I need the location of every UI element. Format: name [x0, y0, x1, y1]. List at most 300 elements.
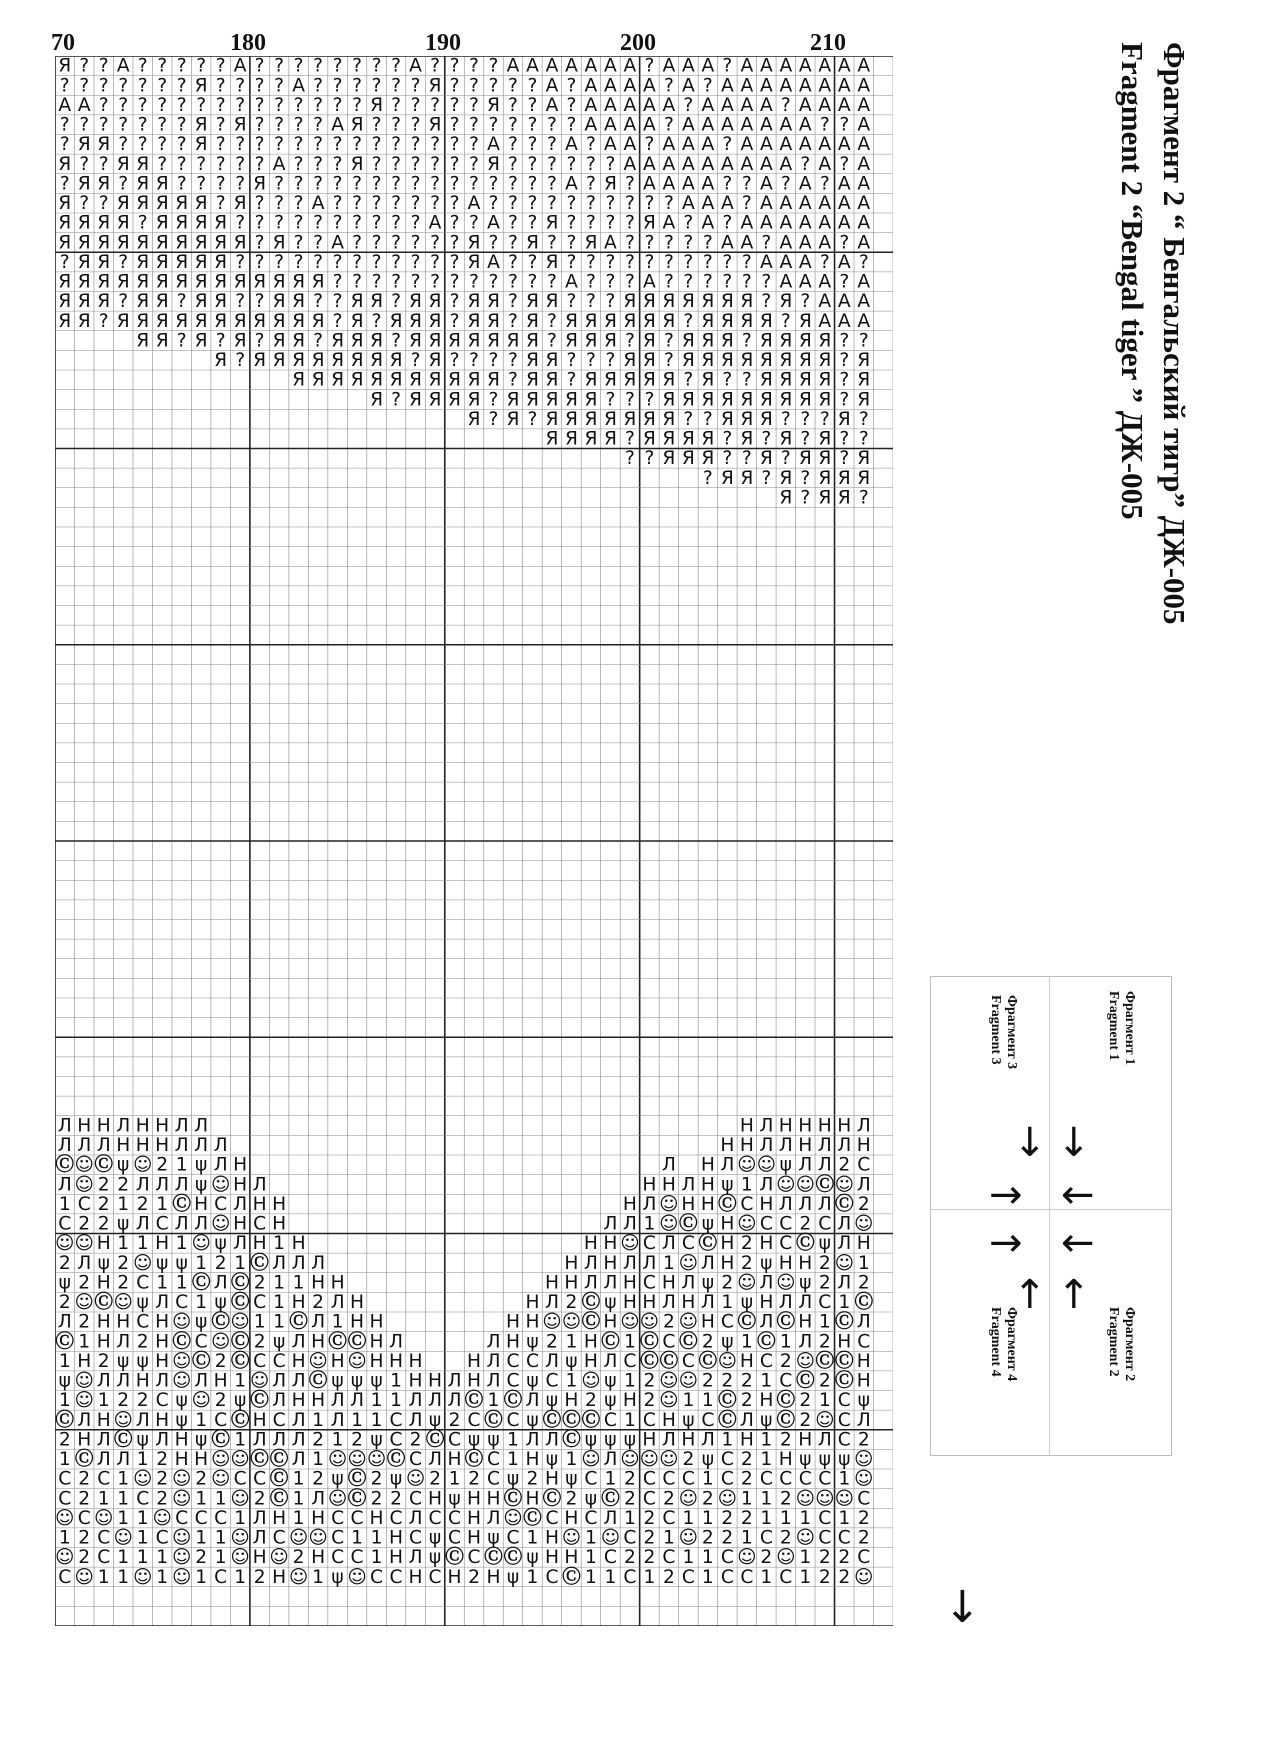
stitch-symbol: С	[136, 1272, 150, 1294]
stitch-symbol: 2	[818, 1547, 831, 1569]
stitch-symbol: Я	[584, 428, 598, 450]
stitch-symbol: Л	[213, 1135, 228, 1157]
stitch-symbol: Я	[428, 114, 442, 136]
stitch-symbol: Я	[584, 310, 598, 332]
stitch-symbol: Н	[466, 1350, 482, 1372]
stitch-symbol: ☺	[171, 1488, 192, 1510]
stitch-symbol: A	[759, 193, 773, 215]
stitch-symbol: Н	[798, 1311, 813, 1333]
stitch-symbol: Ⓒ	[250, 1449, 269, 1471]
stitch-symbol: Л	[194, 1370, 209, 1392]
stitch-symbol: 2	[136, 1331, 149, 1353]
stitch-symbol: Ⓒ	[55, 1154, 75, 1176]
stitch-symbol: 1	[662, 1527, 675, 1549]
stitch-symbol: С	[506, 1350, 520, 1372]
stitch-symbol: ☺	[230, 1449, 250, 1471]
arrow-up-icon: ↑	[1057, 1272, 1091, 1318]
stitch-symbol: ☺	[678, 1370, 699, 1392]
stitch-symbol: Я	[292, 310, 306, 332]
stitch-symbol: Я	[97, 291, 111, 313]
stitch-symbol: ?	[547, 173, 557, 195]
stitch-symbol: ☺	[210, 1331, 231, 1353]
stitch-symbol: Я	[233, 271, 247, 293]
stitch-symbol: ?	[449, 153, 460, 175]
stitch-symbol: Л	[389, 1331, 404, 1353]
stitch-symbol: ?	[780, 448, 791, 470]
stitch-symbol: Я	[545, 291, 559, 313]
stitch-symbol: Н	[661, 1409, 676, 1431]
stitch-symbol: ?	[274, 75, 285, 97]
stitch-symbol: ?	[274, 114, 285, 136]
stitch-symbol: ?	[566, 75, 577, 97]
stitch-symbol: 2	[136, 1390, 149, 1412]
stitch-symbol: Н	[486, 1488, 501, 1510]
stitch-symbol: ?	[254, 251, 265, 273]
stitch-symbol: Л	[96, 1135, 111, 1157]
stitch-symbol: ?	[410, 94, 421, 116]
stitch-symbol: Н	[369, 1350, 384, 1372]
stitch-symbol: 2	[857, 1507, 870, 1529]
stitch-symbol: Я	[487, 369, 500, 391]
stitch-symbol: ?	[391, 56, 401, 77]
stitch-symbol: A	[720, 232, 734, 254]
stitch-symbol: Л	[759, 1174, 774, 1196]
stitch-symbol: A	[857, 75, 871, 97]
stitch-symbol: Ⓒ	[94, 1154, 114, 1176]
stitch-symbol: Н	[174, 1429, 189, 1451]
stitch-symbol: A	[857, 134, 871, 156]
stitch-symbol: ?	[118, 173, 129, 195]
stitch-symbol: 2	[370, 1488, 383, 1510]
stitch-symbol: С	[370, 1566, 384, 1588]
stitch-symbol: Л	[135, 1409, 150, 1431]
stitch-symbol: 1	[740, 1488, 753, 1510]
stitch-symbol: ?	[274, 134, 285, 156]
stitch-symbol: ?	[176, 153, 187, 175]
stitch-symbol: ?	[313, 232, 324, 254]
stitch-symbol: 2	[156, 1468, 169, 1490]
stitch-symbol: ?	[59, 134, 70, 156]
stitch-symbol: ?	[352, 212, 363, 234]
stitch-symbol: Л	[700, 1429, 715, 1451]
stitch-symbol: Ⓒ	[55, 1409, 75, 1431]
stitch-symbol: ψ	[584, 1488, 598, 1510]
stitch-symbol: С	[701, 1409, 715, 1431]
arrow-right-icon: →	[989, 1172, 1023, 1218]
stitch-symbol: Л	[837, 1213, 852, 1235]
stitch-symbol: ψ	[97, 1252, 110, 1274]
stitch-symbol: Ⓒ	[230, 1409, 250, 1431]
stitch-symbol: 2	[253, 1272, 266, 1294]
stitch-symbol: ?	[176, 75, 187, 97]
stitch-symbol: ?	[469, 212, 479, 234]
stitch-symbol: Н	[116, 1135, 131, 1157]
stitch-symbol: ?	[391, 114, 401, 136]
stitch-symbol: 2	[818, 1370, 831, 1392]
stitch-symbol: 2	[468, 1566, 480, 1588]
stitch-symbol: ψ	[701, 1213, 715, 1235]
stitch-symbol: Я	[136, 193, 150, 215]
stitch-symbol: ?	[488, 75, 499, 97]
stitch-symbol: ?	[469, 94, 479, 116]
stitch-symbol: 2	[682, 1449, 695, 1471]
stitch-symbol: Н	[661, 1272, 676, 1294]
stitch-symbol: 2	[253, 1331, 266, 1353]
stitch-symbol: 2	[312, 1468, 325, 1490]
stitch-symbol: ?	[293, 134, 304, 156]
stitch-symbol: Н	[155, 1135, 170, 1157]
stitch-symbol: A	[233, 56, 247, 77]
stitch-symbol: Я	[97, 232, 111, 254]
stitch-symbol: ?	[176, 114, 187, 136]
stitch-symbol: 2	[779, 1488, 792, 1510]
stitch-symbol: ☺	[756, 1154, 777, 1176]
stitch-symbol: ?	[235, 75, 246, 97]
stitch-symbol: 1	[585, 1547, 597, 1569]
stitch-symbol: ?	[566, 212, 577, 234]
stitch-symbol: ?	[352, 193, 363, 215]
column-number-190: 190	[425, 30, 461, 56]
stitch-symbol: С	[545, 1370, 559, 1392]
stitch-symbol: 2	[643, 1390, 656, 1412]
stitch-symbol: Н	[778, 1252, 793, 1274]
stitch-symbol: Я	[603, 428, 617, 450]
stitch-symbol: Ⓒ	[464, 1449, 484, 1471]
stitch-symbol: Я	[564, 310, 578, 332]
stitch-symbol: Н	[311, 1331, 326, 1353]
stitch-symbol: 2	[156, 1449, 169, 1471]
stitch-symbol: С	[428, 1566, 442, 1588]
stitch-symbol: ?	[391, 330, 401, 352]
stitch-symbol: Я	[740, 389, 754, 411]
stitch-symbol: ψ	[799, 1449, 812, 1471]
stitch-symbol: ☺	[854, 1449, 874, 1471]
stitch-symbol: С	[603, 1547, 617, 1569]
stitch-symbol: Я	[194, 193, 208, 215]
stitch-symbol: ☺	[639, 1449, 660, 1471]
stitch-symbol: ?	[254, 75, 265, 97]
stitch-symbol: ?	[254, 291, 265, 313]
stitch-symbol: С	[584, 1507, 598, 1529]
stitch-symbol: ?	[215, 94, 226, 116]
stitch-symbol: Л	[291, 1449, 306, 1471]
stitch-symbol: Л	[174, 1174, 189, 1196]
stitch-symbol: ☺	[776, 1174, 796, 1196]
stitch-symbol: ☺	[737, 1547, 757, 1569]
stitch-symbol: 1	[156, 1193, 169, 1215]
stitch-symbol: ☺	[152, 1507, 172, 1529]
stitch-symbol: Л	[57, 1115, 72, 1137]
stitch-symbol: ?	[722, 369, 733, 391]
stitch-symbol: ?	[527, 134, 538, 156]
stitch-symbol: A	[662, 173, 676, 195]
stitch-symbol: С	[58, 1488, 72, 1510]
stitch-symbol: Ⓒ	[269, 1488, 289, 1510]
stitch-symbol: 2	[662, 1488, 675, 1510]
stitch-symbol: ψ	[506, 1468, 520, 1490]
stitch-symbol: Я	[155, 271, 169, 293]
stitch-symbol: A	[662, 212, 676, 234]
stitch-symbol: A	[623, 94, 637, 116]
stitch-symbol: ψ	[857, 1390, 870, 1412]
stitch-symbol: Я	[720, 467, 734, 489]
stitch-symbol: A	[623, 75, 637, 97]
stitch-symbol: ☺	[191, 1390, 211, 1412]
stitch-symbol: ?	[839, 428, 850, 450]
fragment-2-label-en: Fragment 2	[1106, 1307, 1121, 1377]
stitch-symbol: 2	[78, 1311, 91, 1333]
stitch-symbol: С	[331, 1527, 345, 1549]
stitch-symbol: Л	[603, 1449, 618, 1471]
stitch-symbol: ?	[157, 75, 168, 97]
stitch-symbol: ?	[585, 193, 596, 215]
stitch-symbol: 2	[78, 1272, 91, 1294]
stitch-symbol: Я	[681, 389, 695, 411]
stitch-symbol: Я	[350, 330, 364, 352]
stitch-symbol: Я	[194, 212, 208, 234]
stitch-symbol: ψ	[584, 1429, 598, 1451]
stitch-symbol: Я	[720, 389, 734, 411]
stitch-symbol: Я	[545, 408, 559, 430]
stitch-symbol: 1	[701, 1547, 714, 1569]
stitch-symbol: Я	[623, 350, 637, 372]
stitch-symbol: ?	[352, 251, 363, 273]
stitch-symbol: Н	[798, 1429, 813, 1451]
stitch-symbol: 2	[623, 1468, 636, 1490]
stitch-symbol: ?	[410, 350, 421, 372]
stitch-symbol: 2	[857, 1429, 870, 1451]
fragment-2-label-ru: Фрагмент 2	[1122, 1307, 1137, 1382]
stitch-symbol: A	[818, 153, 832, 175]
stitch-symbol: ?	[410, 232, 421, 254]
stitch-symbol: Я	[623, 408, 637, 430]
stitch-symbol: A	[857, 232, 871, 254]
stitch-symbol: ☺	[717, 1488, 738, 1510]
stitch-symbol: ?	[858, 487, 869, 509]
stitch-symbol: ψ	[428, 1547, 442, 1569]
stitch-symbol: 1	[682, 1507, 695, 1529]
stitch-symbol: 2	[195, 1547, 208, 1569]
stitch-symbol: Я	[409, 369, 423, 391]
stitch-symbol: Я	[701, 350, 715, 372]
stitch-symbol: ?	[469, 350, 479, 372]
stitch-symbol: С	[837, 1390, 851, 1412]
stitch-symbol: ?	[254, 56, 265, 77]
stitch-symbol: 1	[818, 1311, 831, 1333]
stitch-symbol: Ⓒ	[386, 1449, 406, 1471]
stitch-symbol: ☺	[815, 1488, 835, 1510]
stitch-symbol: Я	[116, 232, 130, 254]
stitch-symbol: Я	[779, 467, 793, 489]
stitch-symbol: Я	[857, 350, 871, 372]
stitch-symbol: Я	[798, 448, 812, 470]
stitch-symbol: A	[759, 94, 773, 116]
stitch-symbol: 2	[818, 1331, 831, 1353]
stitch-symbol: 1	[273, 1311, 286, 1333]
stitch-symbol: ☺	[795, 1350, 816, 1372]
stitch-symbol: ?	[624, 448, 635, 470]
stitch-symbol: Я	[467, 310, 481, 332]
stitch-symbol: ψ	[331, 1566, 344, 1588]
stitch-symbol: A	[701, 153, 715, 175]
stitch-symbol: 1	[390, 1390, 402, 1412]
stitch-symbol: ☺	[405, 1468, 426, 1490]
stitch-symbol: Ⓒ	[425, 1429, 445, 1451]
stitch-symbol: ☺	[776, 1547, 796, 1569]
stitch-symbol: Н	[778, 1115, 793, 1137]
stitch-symbol: ?	[410, 134, 421, 156]
stitch-symbol: С	[818, 1292, 832, 1314]
stitch-symbol: 1	[760, 1488, 773, 1510]
stitch-symbol: Н	[525, 1449, 540, 1471]
stitch-symbol: 2	[97, 1350, 110, 1372]
stitch-symbol: 2	[838, 1547, 851, 1569]
stitch-symbol: ?	[605, 193, 616, 215]
stitch-symbol: Н	[311, 1547, 326, 1569]
stitch-symbol: A	[272, 153, 286, 175]
stitch-symbol: 2	[662, 1566, 675, 1588]
stitch-symbol: A	[759, 114, 773, 136]
stitch-symbol: A	[837, 94, 851, 116]
stitch-symbol: 1	[526, 1566, 539, 1588]
stitch-symbol: Ⓒ	[854, 1292, 874, 1314]
stitch-symbol: ?	[449, 173, 460, 195]
stitch-symbol: ψ	[682, 1409, 695, 1431]
stitch-symbol: Ⓒ	[230, 1331, 250, 1353]
stitch-symbol: Л	[486, 1507, 501, 1529]
stitch-symbol: 1	[585, 1566, 597, 1588]
stitch-symbol: С	[389, 1507, 403, 1529]
stitch-symbol: Н	[525, 1488, 540, 1510]
stitch-symbol: Н	[681, 1429, 696, 1451]
stitch-symbol: Н	[408, 1350, 423, 1372]
stitch-symbol: С	[409, 1449, 423, 1471]
stitch-symbol: Я	[779, 428, 793, 450]
stitch-symbol: Л	[759, 1115, 774, 1137]
stitch-symbol: Я	[681, 350, 695, 372]
stitch-symbol: Я	[798, 369, 812, 391]
stitch-symbol: A	[818, 94, 832, 116]
stitch-symbol: ψ	[701, 1449, 715, 1471]
stitch-symbol: ?	[644, 251, 655, 273]
stitch-symbol: Я	[233, 330, 247, 352]
stitch-symbol: ?	[391, 153, 401, 175]
stitch-symbol: ?	[352, 134, 363, 156]
stitch-symbol: ☺	[795, 1174, 816, 1196]
stitch-symbol: Л	[447, 1370, 462, 1392]
stitch-symbol: ?	[449, 134, 460, 156]
stitch-symbol: ?	[780, 94, 791, 116]
stitch-symbol: С	[798, 1468, 812, 1490]
stitch-symbol: ?	[585, 271, 596, 293]
stitch-symbol: С	[545, 1566, 559, 1588]
stitch-symbol: Ⓒ	[679, 1331, 698, 1353]
stitch-symbol: A	[818, 291, 832, 313]
stitch-symbol: Я	[818, 350, 832, 372]
stitch-symbol: Л	[486, 1350, 501, 1372]
stitch-symbol: ?	[683, 408, 694, 430]
stitch-symbol: Н	[135, 1370, 150, 1392]
stitch-symbol: Я	[487, 291, 500, 313]
stitch-symbol: 2	[838, 1566, 851, 1588]
stitch-symbol: A	[487, 212, 500, 234]
stitch-symbol: С	[720, 1449, 734, 1471]
stitch-symbol: A	[740, 94, 754, 116]
arrow-down-icon: ↓	[1057, 1120, 1091, 1166]
stitch-symbol: Я	[681, 330, 695, 352]
stitch-symbol: ☺	[327, 1488, 348, 1510]
stitch-symbol: Я	[642, 428, 656, 450]
stitch-symbol: ?	[176, 134, 187, 156]
stitch-symbol: Я	[77, 232, 91, 254]
stitch-symbol: Ⓒ	[601, 1488, 620, 1510]
stitch-symbol: Н	[856, 1135, 871, 1157]
stitch-symbol: Н	[525, 1311, 540, 1333]
stitch-symbol: Я	[779, 291, 793, 313]
stitch-symbol: A	[584, 114, 598, 136]
stitch-symbol: ?	[508, 271, 518, 293]
stitch-symbol: Н	[700, 1311, 715, 1333]
stitch-symbol: Я	[623, 310, 637, 332]
stitch-symbol: Л	[837, 1272, 852, 1294]
stitch-symbol: Ⓒ	[718, 1193, 737, 1215]
stitch-symbol: Я	[545, 369, 559, 391]
stitch-symbol: ψ	[721, 1174, 734, 1196]
stitch-symbol: Я	[448, 330, 461, 352]
stitch-symbol: ?	[137, 94, 148, 116]
stitch-symbol: Я	[487, 330, 500, 352]
stitch-symbol: ?	[663, 271, 674, 293]
stitch-symbol: Я	[818, 389, 832, 411]
stitch-symbol: Л	[174, 1213, 189, 1235]
stitch-symbol: С	[623, 1527, 637, 1549]
stitch-symbol: ?	[98, 310, 109, 332]
stitch-symbol: A	[857, 114, 871, 136]
stitch-symbol: ?	[508, 212, 518, 234]
stitch-symbol: ?	[332, 251, 343, 273]
stitch-symbol: ☺	[678, 1252, 699, 1274]
stitch-symbol: ?	[527, 114, 538, 136]
stitch-symbol: Н	[739, 1429, 754, 1451]
arrow-left-icon: ←	[1061, 1172, 1095, 1218]
stitch-symbol: Я	[525, 369, 539, 391]
stitch-symbol: ?	[391, 251, 401, 273]
stitch-symbol: 1	[292, 1488, 305, 1510]
stitch-symbol: Н	[544, 1547, 559, 1569]
stitch-symbol: ?	[410, 193, 421, 215]
stitch-symbol: Ⓒ	[347, 1331, 367, 1353]
stitch-symbol: ?	[79, 114, 90, 136]
stitch-symbol: Я	[175, 212, 189, 234]
stitch-symbol: Н	[661, 1174, 676, 1196]
stitch-symbol: Л	[155, 1429, 170, 1451]
stitch-symbol: Л	[486, 1331, 501, 1353]
stitch-symbol: Я	[467, 330, 481, 352]
stitch-symbol: 1	[234, 1507, 247, 1529]
stitch-symbol: Н	[155, 1311, 170, 1333]
stitch-symbol: 2	[546, 1331, 558, 1353]
stitch-symbol: Я	[194, 330, 208, 352]
stitch-symbol: ?	[527, 94, 538, 116]
stitch-symbol: Я	[642, 291, 656, 313]
stitch-symbol: ?	[332, 75, 343, 97]
stitch-symbol: Л	[291, 1370, 306, 1392]
stitch-symbol: ψ	[526, 1370, 539, 1392]
stitch-symbol: ψ	[233, 1390, 247, 1412]
stitch-symbol: С	[623, 1566, 637, 1588]
stitch-symbol: A	[604, 56, 617, 77]
stitch-symbol: ?	[663, 330, 674, 352]
